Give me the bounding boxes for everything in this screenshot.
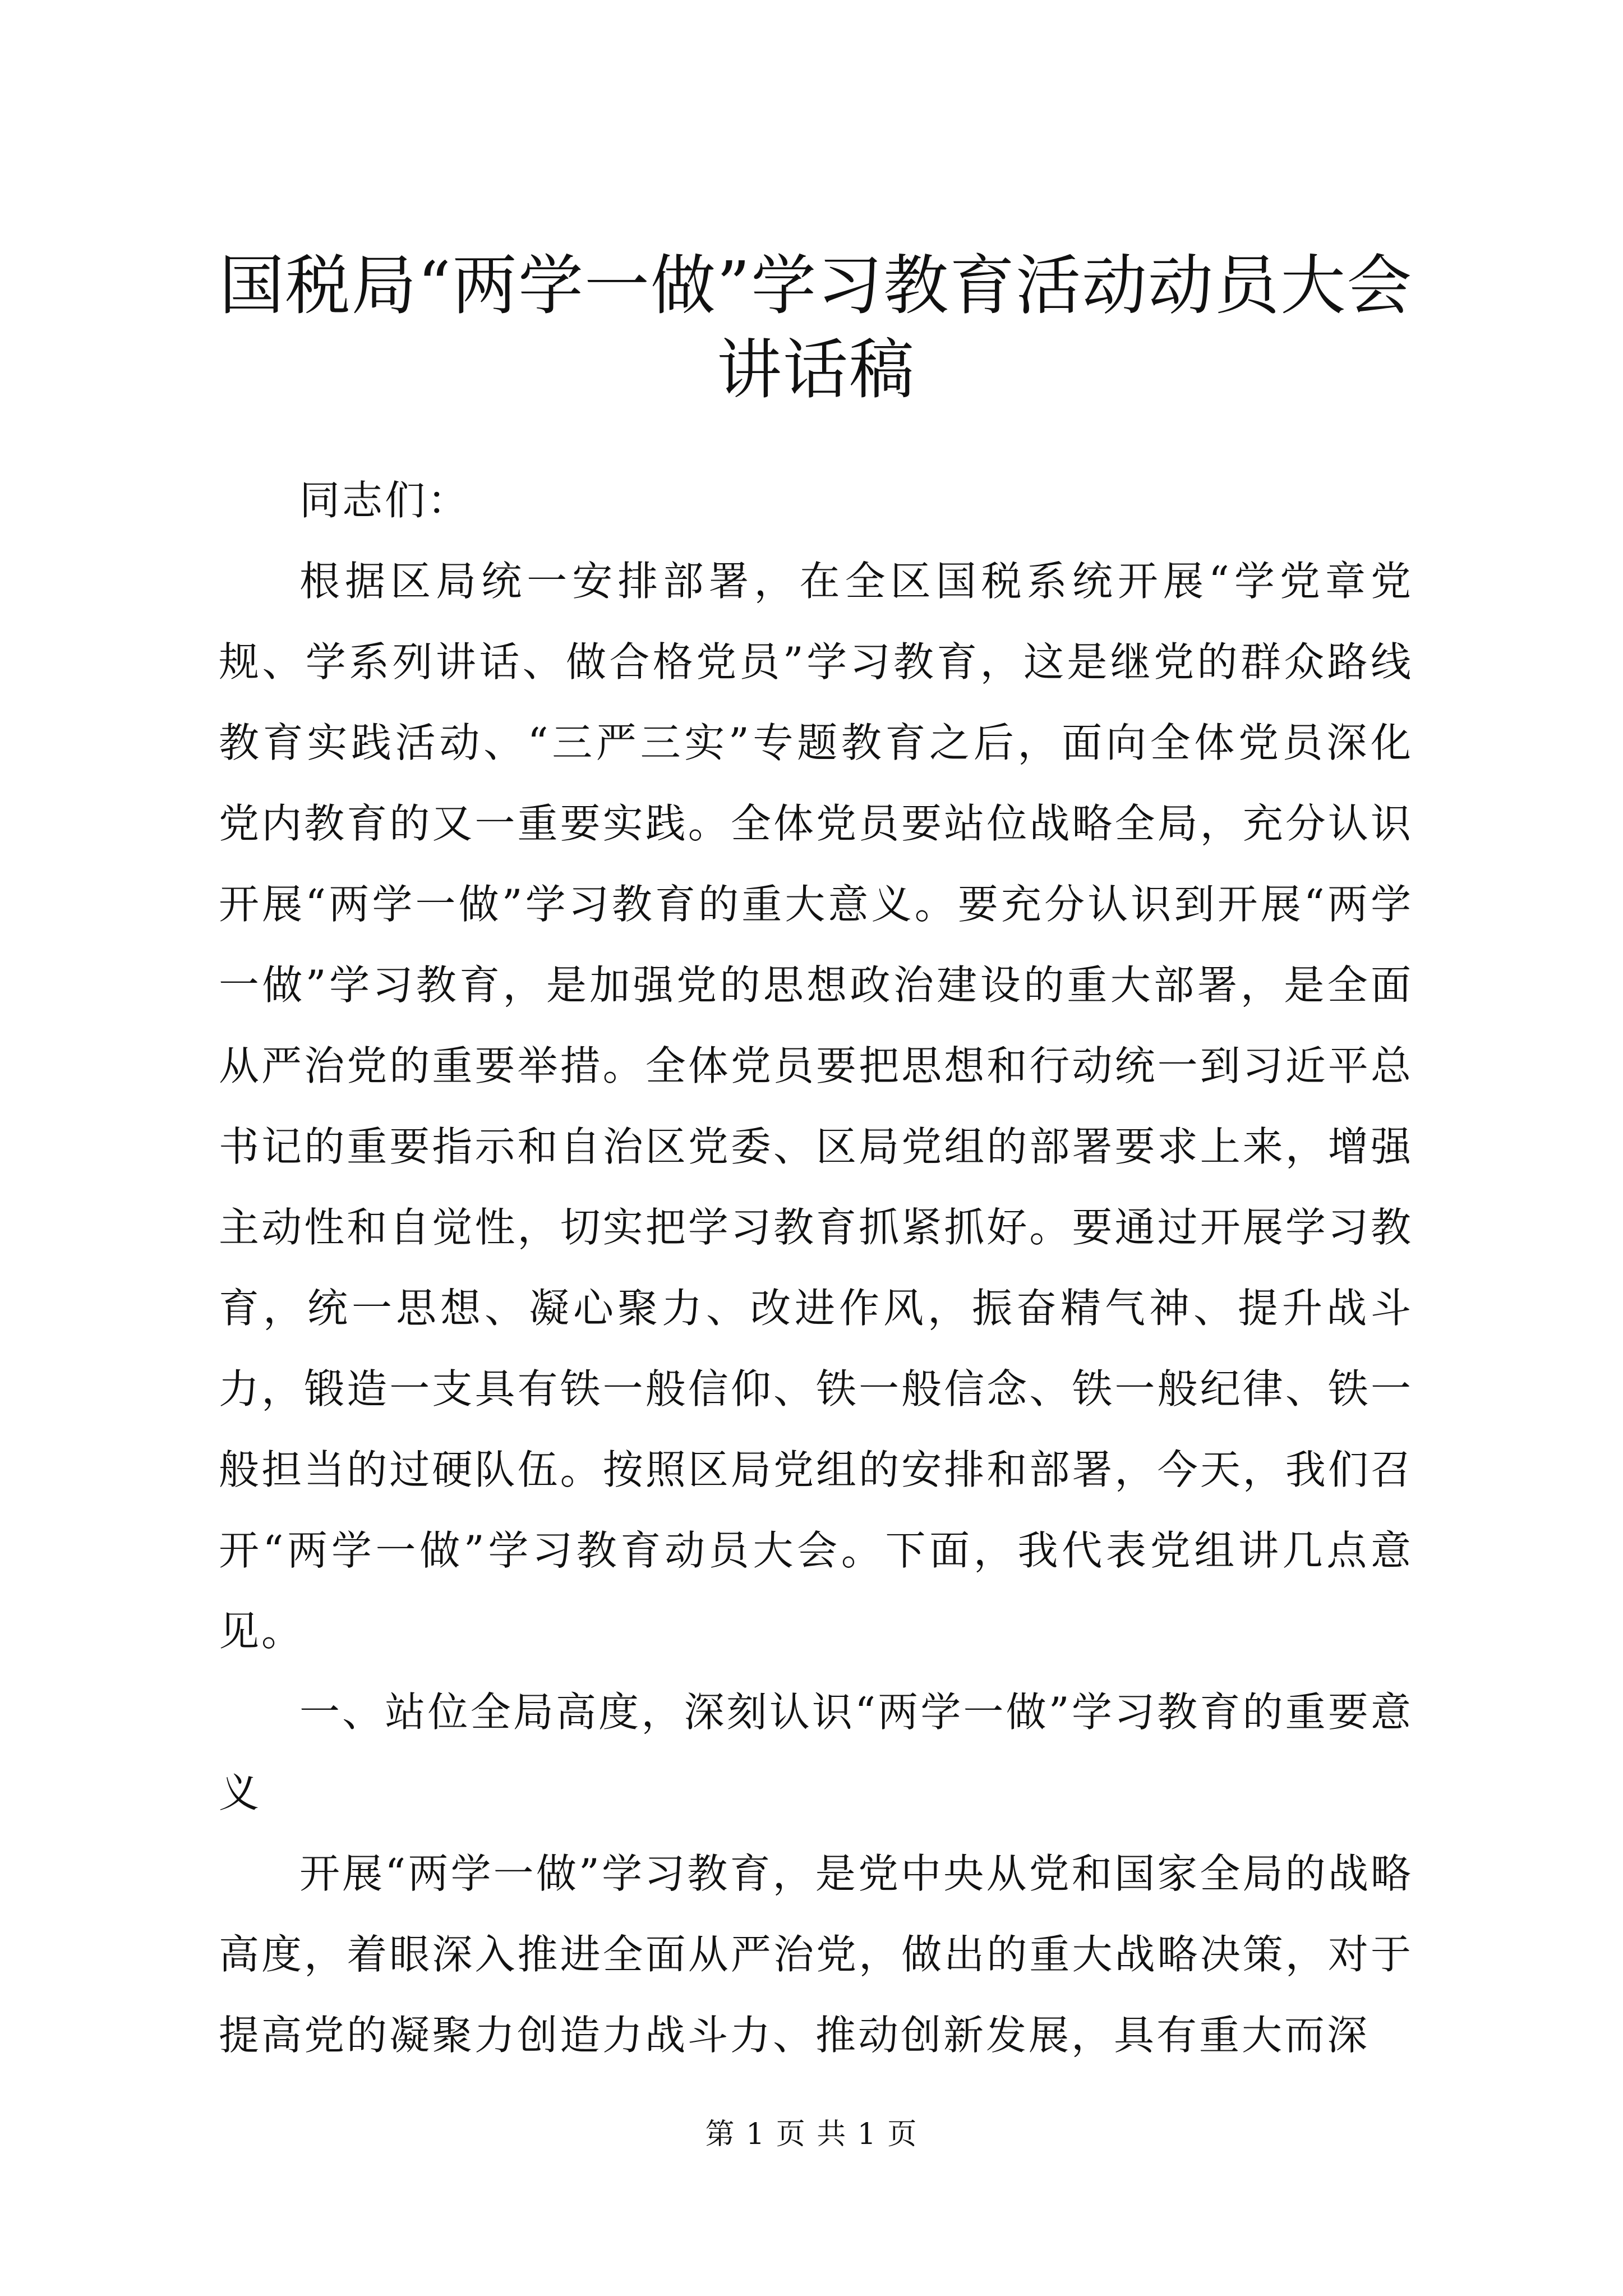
body-paragraph: 根据区局统一安排部署，在全区国税系统开展“学党章党规、学系列讲话、做合格党员”学习教育，这是继党的群众路线教育实践活动、“三严三实”专题教育之后，面向全体党员深化党内教育的又一重要实践。全体党员要站位战略全局，充分认识开展“两学一做”学习教育的重大意义。要充分认识到开展“两学一做”学习教育，是加强党的思想政治建设的重大部署，是全面从严治党的重要举措。全体党员要把思想和行动统一到习近平总书记的重要指示和自治区党委、区局党组的部署要求上来，增强主动性和自觉性，切实把学习教育抓紧抓好。要通过开展学习教育，统一思想、凝心聚力、改进作风，振奋精气神、提升战斗力，锻造一支具有铁一般信仰、铁一般信念、铁一般纪律、铁一般担当的过硬队伍。按照区局党组的安排和部署，今天，我们召开“两学一做”学习教育动员大会。下面，我代表党组讲几点意见。 (219, 558, 1413, 1655)
page-footer: 第 1 页 共 1 页 (705, 2118, 918, 2151)
document-body (219, 460, 1413, 2076)
document-title: 国税局“两学一做”学习教育活动动员大会讲话稿 (219, 248, 1413, 408)
section-heading: 一、站位全局高度，深刻认识“两学一做”学习教育的重要意义 (219, 1688, 1413, 1816)
body-paragraph: 开展“两学一做”学习教育，是党中央从党和国家全局的战略高度，着眼深入推进全面从严治党，做出的重大战略决策，对于提高党的凝聚力创造力战斗力、推动创新发展，具有重大而深 (219, 1850, 1413, 2059)
salutation-paragraph: 同志们： (299, 477, 471, 524)
